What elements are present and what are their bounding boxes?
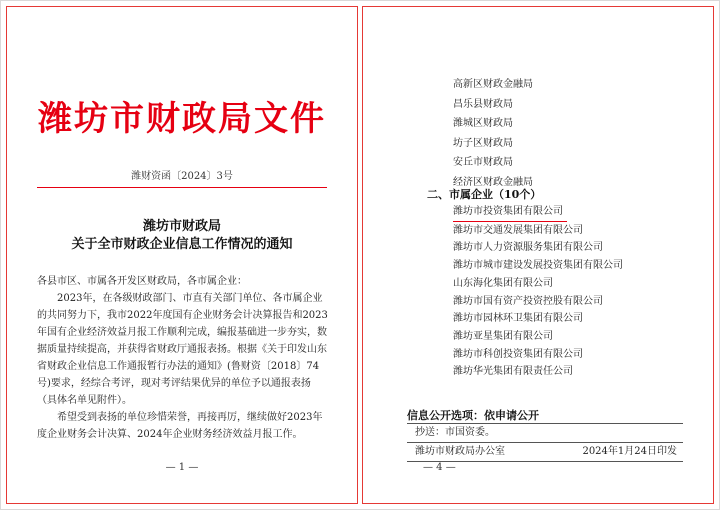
document-page-4 bbox=[362, 6, 714, 504]
finance-bureau-list bbox=[453, 75, 533, 192]
list-item: 潍坊华光集团有限责任公司 bbox=[453, 366, 573, 378]
document-subject: 关于全市财政企业信息工作情况的通知 bbox=[71, 237, 293, 252]
red-divider-line bbox=[37, 187, 327, 188]
body-paragraph: 2023年，在各级财政部门、市直有关部门单位、各市属企业的共同努力下，我市2022年度国有企业财务会计决算报告和2023年国有企业经济效益月报工作顺利完成，编报基础进一步夯实，数据质量持续提高，并获得省财政厅通报表扬。根据《关于印发山东省财政企业信息工作通报暂行办法的通知》(鲁财资〔2018〕74号)要求，经综合考评，现对考评结果优异的单位予以通报表扬（具体名单见附件）。 bbox=[37, 293, 328, 406]
document-body bbox=[37, 273, 329, 443]
list-item: 山东海化集团有限公司 bbox=[453, 277, 553, 289]
issue-row bbox=[407, 442, 683, 461]
issue-date: 2024年1月24日印发 bbox=[582, 446, 677, 457]
list-item: 潍城区财政局 bbox=[453, 118, 513, 129]
list-item: 潍坊市科创投资集团有限公司 bbox=[453, 348, 583, 360]
list-item: 高新区财政金融局 bbox=[453, 79, 533, 90]
list-item: 潍坊市国有资产投资控股有限公司 bbox=[453, 295, 603, 307]
document-number: 潍财资函〔2024〕3号 bbox=[131, 171, 233, 182]
list-item-highlighted: 潍坊市投资集团有限公司 bbox=[453, 203, 567, 222]
body-paragraph: 希望受到表扬的单位珍惜荣誉，再接再厉，继续做好2023年度企业财务会计决算、2024年企业财务经济效益月报工作。 bbox=[37, 412, 323, 440]
list-item: 潍坊亚星集团有限公司 bbox=[453, 330, 553, 342]
list-item: 坊子区财政局 bbox=[453, 137, 513, 149]
document-page-1 bbox=[6, 6, 358, 504]
list-item: 潍坊市人力资源服务集团有限公司 bbox=[453, 242, 603, 254]
page-number: — 4 — bbox=[423, 462, 456, 473]
salutation-paragraph: 各县市区、市属各开发区财政局，各市属企业： bbox=[37, 276, 247, 287]
list-item: 潍坊市园林环卫集团有限公司 bbox=[453, 313, 583, 325]
issuer: 潍坊市财政局办公室 bbox=[415, 446, 505, 457]
issuing-organization: 潍坊市财政局 bbox=[142, 219, 221, 234]
company-list bbox=[453, 203, 623, 381]
list-item: 经济区财政金融局 bbox=[453, 176, 533, 188]
list-item: 安丘市财政局 bbox=[453, 157, 513, 168]
list-item: 潍坊市交通发展集团有限公司 bbox=[453, 224, 583, 236]
cc-line: 抄送：市国资委。 bbox=[415, 427, 495, 438]
list-item: 潍坊市城市建设发展投资集团有限公司 bbox=[453, 260, 623, 272]
document-red-title: 潍坊市财政局文件 bbox=[38, 99, 326, 139]
section-heading: 二、市属企业（10个） bbox=[427, 188, 542, 201]
list-item: 昌乐县财政局 bbox=[453, 98, 513, 110]
disclosure-option: 信息公开选项：依申请公开 bbox=[407, 409, 539, 422]
page-number: — 1 — bbox=[165, 462, 199, 473]
cc-footer-box bbox=[407, 423, 683, 462]
